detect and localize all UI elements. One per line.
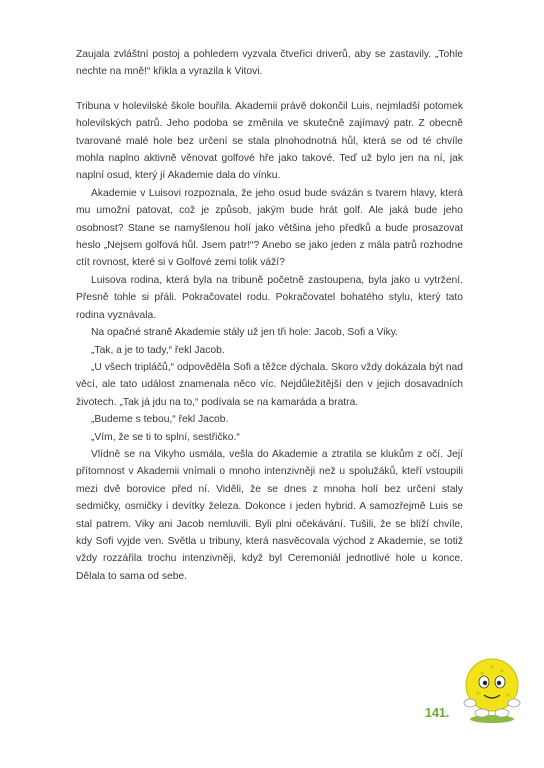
paragraph-9: „Vím, že se ti to splní, sestřičko.“ xyxy=(91,431,240,443)
paragraph-8: „Budeme s tebou,“ řekl Jacob. xyxy=(91,414,229,426)
golf-ball-mascot-icon xyxy=(458,645,526,725)
page-number: 141. xyxy=(425,706,450,720)
paragraph-4: Luisova rodina, která byla na tribuně početně zastoupena, byla jako u vytržení. Přesně tohle si přáli. Pokračovatel rodu. Pokračovatel bohatého stylu, který tato rodina vyznávala. xyxy=(76,274,463,321)
paragraph-5: Na opačné straně Akademie stály už jen tři hole: Jacob, Sofi a Viky. xyxy=(91,327,398,339)
page-body xyxy=(76,46,463,585)
paragraph-3: Akademie v Luisovi rozpoznala, že jeho osud bude svázán s tvarem hlavy, která mu umožní patovat, což je způsob, jakým bude hrát golf. Ale jaká bude jeho osobnost? Stane se namyšlenou holí jako většina jeho předků a bude prosazovat heslo „Nejsem golfová hůl. Jsem patr!“? Anebo se jako jeden z mála patrů rozhodne ctít rovnost, které si v Golfové zemi tolik váží? xyxy=(76,187,463,269)
paragraph-10: Vlídně se na Vikyho usmála, vešla do Akademie a ztratila se klukům z očí. Její přítomnost v Akademii vnímali o mnoho intenzivněji než u spolužáků, kteří vstoupili mezi dvě borovice před ní. Viděli, že se dnes z mnoha holí bez určení staly sedmičky, osmičky i devítky železa. Dokonce i jeden hybrid. A samozřejmě Luis se stal patrem. Viky ani Jacob nemluvili. Byli plni očekávání. Tušili, že se blíží chvíle, kdy Sofi vyjde ven. Světla u tribuny, která nasvěcovala východ z Akademie, se totiž vždy rozzářila trochu intenzivněji, když byl Ceremoniál jednotlivé hole u konce. Dělala to sama od sebe. xyxy=(76,448,463,582)
paragraph-2: Tribuna v holevilské škole bouřila. Akademii právě dokončil Luis, nejmladší potomek holevilských patrů. Jeho podoba se změnila ve skutečně zajímavý patr. Z obecně tvarované malé hole bez určení se stala plnohodnotná hůl, která se od té chvíle mohla naplno aktivně věnovat golfové hře jako takové. Teď už bylo jen na ní, jak naplní osud, který jí Akademie dala do vínku. xyxy=(76,100,463,182)
paragraph-gap xyxy=(76,81,463,98)
paragraph-6: „Tak, a je to tady,“ řekl Jacob. xyxy=(91,344,225,356)
paragraph-7: „U všech tripláčů,“ odpověděla Sofi a těžce dýchala. Skoro vždy dokázala být nad věcí, ale tato událost znamenala něco víc. Nejdůležitější den v jejich dosavadních životech. „Tak já jdu na to,“ podívala se na kamaráda a bratra. xyxy=(76,361,463,408)
paragraph-1: Zaujala zvláštní postoj a pohledem vyzvala čtveřici driverů, aby se zastavily. „Tohle nechte na mně!“ křikla a vyrazila k Vitovi. xyxy=(76,49,463,78)
